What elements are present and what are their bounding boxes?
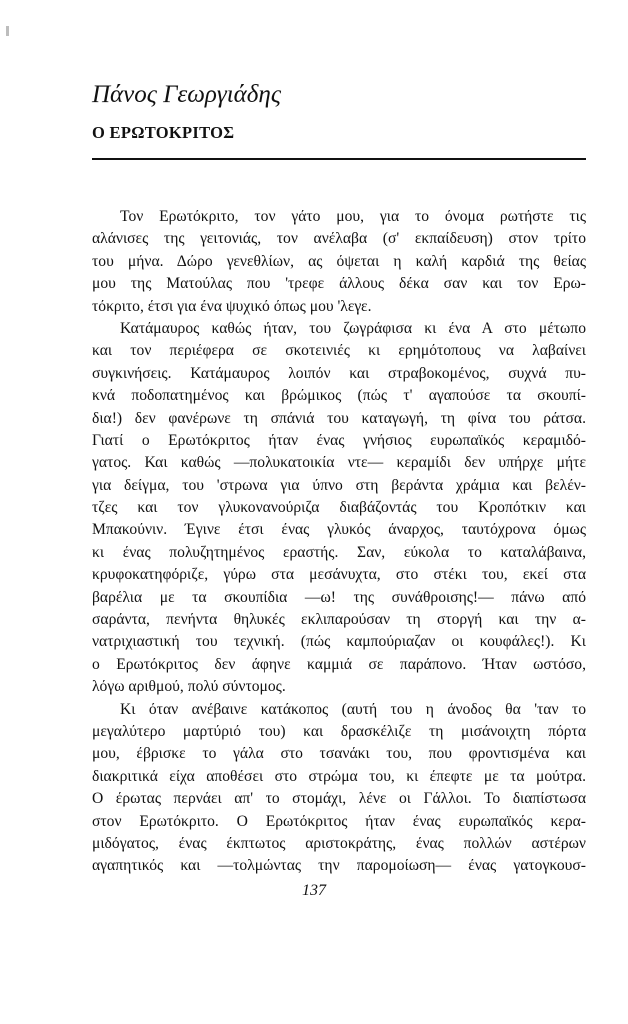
text-line: του μήνα. Δώρο γενεθλίων, ας όψεται η καλή καρδιά της θείας bbox=[92, 252, 586, 270]
story-body bbox=[92, 206, 586, 878]
text-line: Γιατί ο Ερωτόκριτος ήταν ένας γνήσιος ευρωπαϊκός κεραμιδό- bbox=[92, 431, 586, 449]
text-line: κνά ποδοπατημένος και βρώμικος (πώς τ' αγαπούσε τα σκουπί- bbox=[92, 387, 586, 405]
text-line: Κατάμαυρος καθώς ήταν, του ζωγράφισα κι ένα Α στο μέτωπο bbox=[120, 319, 586, 337]
text-line: στον Ερωτόκριτο. Ο Ερωτόκριτος ήταν ένας ευρωπαϊκός κερα- bbox=[92, 812, 586, 830]
scan-edge-mark bbox=[6, 26, 9, 36]
text-line: μεγαλύτερο μαρτύριό του) και δρασκέλιζε τη μισάνοιχτη πόρτα bbox=[92, 722, 586, 740]
text-line: μου, έβρισκε το γάλα στο τσανάκι του, που φροντισμένα και bbox=[92, 745, 586, 763]
text-line: ο Ερωτόκριτος δεν άφηνε καμμιά σε παράπονο. Ήταν ωστόσο, bbox=[92, 655, 586, 673]
text-line: και τον περιέφερα σε σκοτεινιές κι ερημότοπους να λαβαίνει bbox=[92, 342, 586, 360]
paragraph-3 bbox=[92, 699, 586, 878]
text-line: για δείγμα, του 'στρωνα για ύπνο στη βεράντα χράμια και βελέν- bbox=[92, 476, 586, 494]
text-line: σαράντα, πενήντα θηλυκές εκλιπαρούσαν τη στοργή και την α- bbox=[92, 611, 586, 629]
text-line: μου της Ματούλας που 'τρεφε άλλους δέκα σαν και τον Ερω- bbox=[92, 275, 586, 293]
text-line: νατριχιαστική του τεχνική. (πώς καμπούριαζαν οι κουφάλες!). Κι bbox=[92, 633, 586, 651]
text-line: βαρέλια με τα σκουπίδια —ω! της συνάθροισης!— πάνω από bbox=[92, 588, 586, 606]
text-line: κρυφοκατηφόριζε, γύρω στα μεσάνυχτα, στο στέκι του, εκεί στα bbox=[92, 566, 586, 584]
text-line: αλάνισες της γειτονιάς, τον ανέλαβα (σ' εκπαίδευση) στον τρίτο bbox=[92, 230, 586, 248]
text-line: Κι όταν ανέβαινε κατάκοπος (αυτή του η άνοδος θα 'ταν το bbox=[120, 700, 586, 718]
text-line: Μπακούνιν. Έγινε έτσι ένας γλυκός άναρχος, ταυτόχρονα όμως bbox=[92, 521, 586, 539]
text-line: συγκινήσεις. Κατάμαυρος λοιπόν και στραβοκομένος, συχνά πυ- bbox=[92, 364, 586, 382]
text-line: λόγω αριθμού, πολύ σύντομος. bbox=[92, 678, 286, 696]
text-line: δια!) δεν φανέρωνε τη σπάνιά του καταγωγή, τη φίνα του ράτσα. bbox=[92, 409, 586, 427]
author-name: Πάνος Γεωργιάδης bbox=[92, 81, 281, 108]
story-title: Ο ΕΡΩΤΟΚΡΙΤΟΣ bbox=[92, 123, 235, 142]
title-divider bbox=[92, 158, 586, 160]
text-line: τόκριτο, έτσι για ένα ψυχικό όπως μου 'λεγε. bbox=[92, 297, 372, 315]
text-line: γατος. Και καθώς —πολυκατοικία ντε— κεραμίδι δεν υπήρχε μήτε bbox=[92, 454, 586, 472]
text-line: κι ένας πολυζητημένος εραστής. Σαν, εύκολα το καταλάβαινα, bbox=[92, 543, 586, 561]
text-line: τζες και τον γλυκονανούριζα διαβάζοντάς του Κροπότκιν και bbox=[92, 499, 586, 517]
text-line: αγαπητικός και —τολμώντας την παρομοίωση— ένας γατογκουσ- bbox=[92, 857, 586, 875]
text-line: μιδόγατος, ένας έκπτωτος αριστοκράτης, ένας πολλών αστέρων bbox=[92, 834, 586, 852]
paragraph-2 bbox=[92, 318, 586, 699]
page-number: 137 bbox=[302, 882, 326, 899]
text-line: διακριτικά είχα αποθέσει στο στρώμα του, κι έπεφτε με τα μούτρα. bbox=[92, 767, 586, 785]
text-line: Ο έρωτας περνάει απ' το στομάχι, λένε οι Γάλλοι. Το διαπίστωσα bbox=[92, 790, 586, 808]
paragraph-1 bbox=[92, 206, 586, 318]
text-line: Τον Ερωτόκριτο, τον γάτο μου, για το όνομα ρωτήστε τις bbox=[120, 208, 586, 225]
